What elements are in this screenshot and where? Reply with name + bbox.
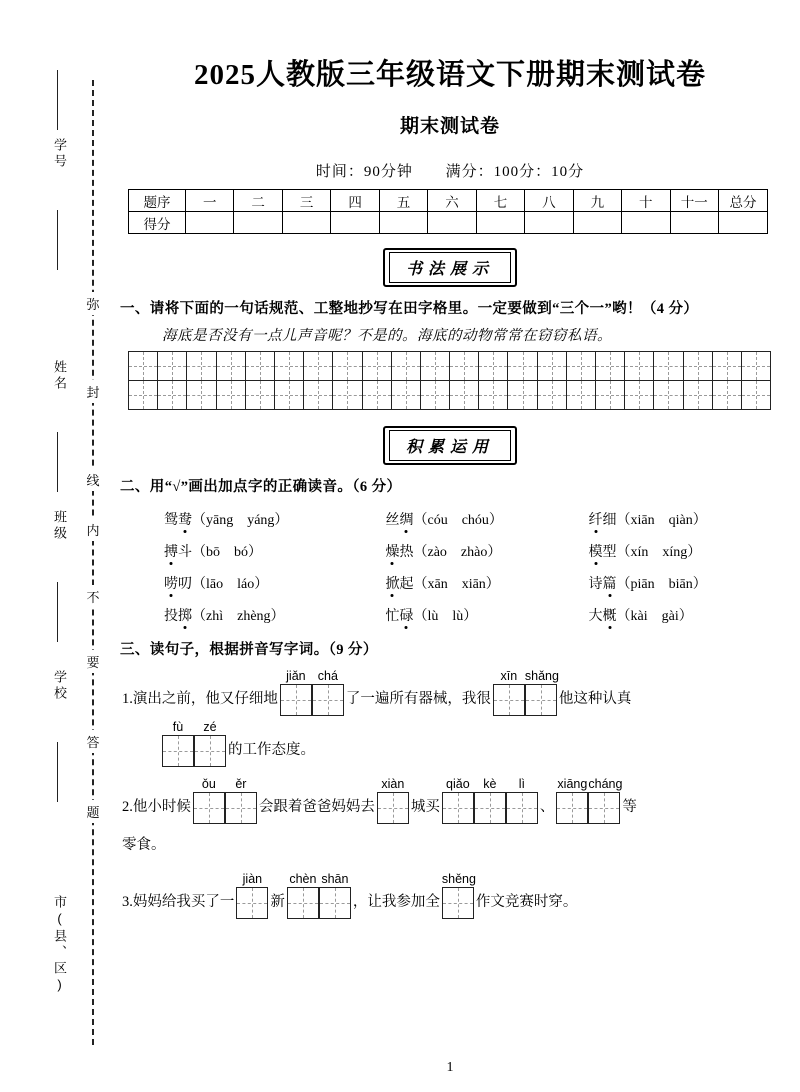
fill-in-row-continued <box>120 720 780 767</box>
word-char: 斗 <box>178 545 192 561</box>
seal-label-column <box>30 60 86 1025</box>
pinyin-item[interactable] <box>571 504 778 534</box>
pinyin-hint-syllable: cháng <box>588 777 623 792</box>
pinyin-row <box>122 568 778 598</box>
tianzige-cell[interactable] <box>537 381 566 410</box>
pinyin-item[interactable] <box>122 504 375 534</box>
score-col-11: 总分 <box>719 190 768 212</box>
dotted-char: 搏 <box>164 541 178 561</box>
dotted-char: 唠 <box>164 573 178 593</box>
sentence-text: 城买 <box>410 799 440 816</box>
score-col-0: 一 <box>186 190 234 212</box>
word-char: 起 <box>399 577 414 593</box>
score-col-4: 五 <box>379 190 427 212</box>
pinyin-row <box>122 536 778 566</box>
tianzige-row <box>129 352 771 381</box>
tianzige-cell[interactable] <box>274 381 303 410</box>
seal-label-0: 学号 <box>52 138 67 170</box>
answer-box-group[interactable] <box>377 777 409 824</box>
answer-box[interactable] <box>442 887 474 919</box>
answer-box[interactable] <box>319 887 351 919</box>
answer-box[interactable] <box>287 887 319 919</box>
answer-box[interactable] <box>280 684 312 716</box>
pinyin-row <box>122 600 778 630</box>
table-row-header <box>129 190 768 212</box>
score-cell[interactable] <box>525 212 573 234</box>
tianzige-cell[interactable] <box>479 352 508 381</box>
answer-box[interactable] <box>442 792 474 824</box>
pinyin-item[interactable] <box>377 536 568 566</box>
answer-box[interactable] <box>506 792 538 824</box>
pinyin-options[interactable]: （yāng yáng） <box>192 513 289 529</box>
score-row-label-1: 得分 <box>129 212 186 234</box>
answer-box[interactable] <box>193 792 225 824</box>
seal-char-2: 线 <box>82 468 104 491</box>
score-cell[interactable] <box>234 212 282 234</box>
tianzige-cell[interactable] <box>129 381 158 410</box>
tianzige-cell[interactable] <box>712 352 741 381</box>
banner-label: 积累运用 <box>389 430 511 461</box>
seal-rule <box>57 70 58 130</box>
tianzige-cell[interactable] <box>683 381 712 410</box>
tianzige-cell[interactable] <box>158 381 187 410</box>
word-char: 鸳 <box>164 513 178 529</box>
score-cell[interactable] <box>476 212 524 234</box>
answer-box-group[interactable] <box>280 669 344 716</box>
write-words-section <box>120 669 780 919</box>
score-cell[interactable] <box>186 212 234 234</box>
tianzige-cell[interactable] <box>596 352 625 381</box>
score-col-8: 九 <box>573 190 621 212</box>
tianzige-cell[interactable] <box>187 381 216 410</box>
tianzige-cell[interactable] <box>158 352 187 381</box>
word-char: 细 <box>602 513 617 529</box>
pinyin-hint-syllable: chá <box>317 669 338 684</box>
sentence-text: 的工作态度。 <box>228 742 315 759</box>
page-number: 1 <box>446 1060 454 1075</box>
pinyin-hint <box>162 720 226 734</box>
question-3: 三、读句子，根据拼音写字词。（9 分） <box>120 642 378 659</box>
answer-box-group[interactable] <box>287 872 351 919</box>
tianzige-cell[interactable] <box>654 381 683 410</box>
seal-rule <box>57 432 58 492</box>
word-char: 热 <box>399 545 414 561</box>
pinyin-options[interactable]: （lù lù） <box>413 609 478 625</box>
tianzige-cell[interactable] <box>216 381 245 410</box>
sentence-text: 了一遍所有器械，我很 <box>345 691 491 708</box>
answer-boxes[interactable] <box>377 792 409 824</box>
fill-in-row <box>120 872 780 919</box>
dotted-char: 纤 <box>589 509 603 529</box>
tianzige-cell[interactable] <box>129 352 158 381</box>
sentence-text: 、 <box>539 799 555 816</box>
dotted-char: 概 <box>603 605 617 625</box>
pinyin-options[interactable]: （xín xíng） <box>616 545 702 561</box>
score-col-2: 三 <box>282 190 330 212</box>
dotted-char: 模 <box>589 541 603 561</box>
answer-box[interactable] <box>525 684 557 716</box>
banner-calligraphy <box>120 248 780 287</box>
word-char: 忙 <box>385 609 400 625</box>
tianzige-cell[interactable] <box>420 381 449 410</box>
seal-char-1: 封 <box>82 380 104 403</box>
tianzige-cell[interactable] <box>304 381 333 410</box>
pinyin-options[interactable]: （zào zhào） <box>413 545 502 561</box>
score-cell[interactable] <box>622 212 670 234</box>
answer-box-group[interactable] <box>162 720 226 767</box>
meta-score: 满分：100分：10分 <box>445 164 585 180</box>
pinyin-hint-syllable: xiāng <box>557 777 588 792</box>
score-cell[interactable] <box>331 212 379 234</box>
pinyin-item[interactable] <box>122 568 375 598</box>
score-cell[interactable] <box>670 212 718 234</box>
tianzige-cell[interactable] <box>245 381 274 410</box>
dotted-char: 掀 <box>385 573 399 593</box>
tianzige-cell[interactable] <box>187 352 216 381</box>
pinyin-hint-syllable: zé <box>203 720 217 735</box>
pinyin-hint <box>287 872 351 886</box>
word-char: 叨 <box>178 577 192 593</box>
seal-rule <box>57 582 58 642</box>
answer-box[interactable] <box>493 684 525 716</box>
tianzige-cell[interactable] <box>537 352 566 381</box>
sentence-text: 作文竞赛时穿。 <box>475 894 578 911</box>
word-char: 大 <box>588 609 603 625</box>
seal-label-3: 学校 <box>52 670 67 702</box>
answer-box[interactable] <box>194 735 226 767</box>
page-subtitle: 期末测试卷 <box>399 116 500 137</box>
score-cell[interactable] <box>428 212 476 234</box>
pinyin-hint-syllable: chèn <box>289 872 317 887</box>
tianzige-cell[interactable] <box>333 381 362 410</box>
sentence-text: 1.演出之前，他又仔细地 <box>122 691 278 708</box>
pinyin-hint-syllable: xiàn <box>381 777 405 792</box>
pinyin-hint <box>193 777 257 791</box>
pinyin-options[interactable]: （xān xiān） <box>413 577 500 593</box>
score-col-10: 十一 <box>670 190 718 212</box>
tianzige-cell[interactable] <box>508 352 537 381</box>
word-char: 型 <box>602 545 617 561</box>
pinyin-hint-syllable: qiǎo <box>446 777 470 792</box>
pinyin-hint-syllable: kè <box>483 777 497 792</box>
answer-box-group[interactable] <box>442 777 538 824</box>
tianzige-cell[interactable] <box>245 352 274 381</box>
score-col-9: 十 <box>622 190 670 212</box>
seal-char-7: 题 <box>82 800 104 823</box>
exam-meta <box>120 160 780 181</box>
score-col-3: 四 <box>331 190 379 212</box>
pinyin-item[interactable] <box>377 600 568 630</box>
dotted-char: 篇 <box>603 573 617 593</box>
pinyin-row <box>122 504 778 534</box>
tianzige-cell[interactable] <box>216 352 245 381</box>
tianzige-cell[interactable] <box>450 381 479 410</box>
word-char: 丝 <box>385 513 400 529</box>
pinyin-item[interactable] <box>571 600 778 630</box>
fill-in-row <box>120 669 780 716</box>
answer-box[interactable] <box>377 792 409 824</box>
word-char: 投 <box>164 609 178 625</box>
dotted-char: 鸯 <box>178 509 192 529</box>
sentence-text: 新 <box>270 894 285 911</box>
tianzige-cell[interactable] <box>625 352 654 381</box>
score-cell[interactable] <box>379 212 427 234</box>
tianzige-cell[interactable] <box>654 352 683 381</box>
banner-accumulation <box>120 426 780 465</box>
tianzige-cell[interactable] <box>479 381 508 410</box>
seal-rule <box>57 210 58 270</box>
pinyin-options[interactable]: （zhì zhèng） <box>192 609 285 625</box>
pinyin-hint <box>377 777 409 791</box>
answer-box[interactable] <box>225 792 257 824</box>
fill-in-row-continued <box>120 828 780 862</box>
score-cell-total[interactable] <box>719 212 768 234</box>
seal-char-6: 答 <box>82 730 104 753</box>
word-char: 诗 <box>588 577 603 593</box>
answer-boxes[interactable] <box>556 792 620 824</box>
tianzige-cell[interactable] <box>712 381 741 410</box>
answer-box[interactable] <box>556 792 588 824</box>
score-col-1: 二 <box>234 190 282 212</box>
pinyin-hint-syllable: ǒu <box>201 777 216 792</box>
dotted-char: 掷 <box>178 605 192 625</box>
pinyin-item[interactable] <box>571 568 778 598</box>
sentence-text: ，让我参加全 <box>352 894 440 911</box>
pinyin-hint-syllable: lì <box>518 777 525 792</box>
pinyin-item[interactable] <box>377 504 568 534</box>
answer-box-group[interactable] <box>493 669 557 716</box>
page-title: 2025人教版三年级语文下册期末测试卷 <box>193 59 706 91</box>
pinyin-item[interactable] <box>122 600 375 630</box>
tianzige-cell[interactable] <box>333 352 362 381</box>
pinyin-options[interactable]: （lāo láo） <box>192 577 269 593</box>
exam-sheet <box>120 0 780 1092</box>
table-row-scores <box>129 212 768 234</box>
tianzige-cell[interactable] <box>391 381 420 410</box>
seal-rule <box>57 742 58 802</box>
answer-boxes[interactable] <box>236 887 268 919</box>
pinyin-options[interactable]: （bō bó） <box>192 545 262 561</box>
seal-label-1: 姓名 <box>52 360 67 392</box>
seal-dashed-line <box>92 80 94 1045</box>
tianzige-cell[interactable] <box>596 381 625 410</box>
answer-box[interactable] <box>474 792 506 824</box>
seal-strip <box>30 60 110 1060</box>
tianzige-cell[interactable] <box>566 352 595 381</box>
tianzige-cell[interactable] <box>391 352 420 381</box>
answer-boxes[interactable] <box>162 735 226 767</box>
question-1: 一、请将下面的一句话规范、工整地抄写在田字格里。一定要做到“三个一”哟！（4 分） <box>120 301 699 317</box>
tianzige-cell[interactable] <box>741 381 770 410</box>
pinyin-item[interactable] <box>122 536 375 566</box>
seal-label-2: 班级 <box>52 510 67 542</box>
score-table <box>128 189 768 234</box>
sentence-text: 他这种认真 <box>558 691 632 708</box>
score-col-5: 六 <box>428 190 476 212</box>
tianzige-cell[interactable] <box>741 352 770 381</box>
pinyin-options[interactable]: （kài gài） <box>616 609 693 625</box>
pinyin-hint-syllable: shān <box>321 872 349 887</box>
pinyin-hint-syllable: jiàn <box>242 872 263 887</box>
pinyin-hint <box>493 669 557 683</box>
pinyin-hint-syllable: ěr <box>235 777 247 792</box>
pinyin-options[interactable]: （xiān qiàn） <box>616 513 707 529</box>
pinyin-hint <box>280 669 344 683</box>
sentence-text: 2.他小时候 <box>122 799 191 816</box>
pinyin-hint-syllable: fù <box>172 720 184 735</box>
answer-boxes[interactable] <box>193 792 257 824</box>
pinyin-hint <box>442 872 474 886</box>
pinyin-hint-syllable: jiǎn <box>286 669 306 684</box>
score-cell[interactable] <box>573 212 621 234</box>
tianzige-row <box>129 381 771 410</box>
dotted-char: 燥 <box>385 541 399 561</box>
answer-box[interactable] <box>236 887 268 919</box>
sentence-text: 3.妈妈给我买了一 <box>122 894 235 911</box>
answer-box[interactable] <box>162 735 194 767</box>
answer-boxes[interactable] <box>442 887 474 919</box>
sentence-text: 会跟着爸爸妈妈去 <box>258 799 375 816</box>
tianzige-cell[interactable] <box>508 381 537 410</box>
pinyin-hint-syllable: xīn <box>500 669 518 684</box>
pinyin-options[interactable]: （piān biān） <box>616 577 707 593</box>
fill-in-row <box>120 777 780 824</box>
tianzige-cell[interactable] <box>683 352 712 381</box>
tianzige-grid[interactable] <box>128 351 771 410</box>
sentence-text: 零食。 <box>122 837 166 854</box>
sentence-text: 等 <box>622 799 637 816</box>
seal-char-5: 要 <box>82 650 104 673</box>
answer-box-group[interactable] <box>193 777 257 824</box>
pinyin-hint <box>236 872 268 886</box>
pinyin-hint <box>556 777 623 792</box>
pinyin-choice-grid <box>120 502 780 632</box>
tianzige-cell[interactable] <box>566 381 595 410</box>
answer-boxes[interactable] <box>442 792 538 824</box>
banner-label: 书法展示 <box>389 252 511 283</box>
seal-char-3: 内 <box>82 518 104 541</box>
score-col-6: 七 <box>476 190 524 212</box>
tianzige-cell[interactable] <box>274 352 303 381</box>
score-col-7: 八 <box>525 190 573 212</box>
tianzige-cell[interactable] <box>304 352 333 381</box>
tianzige-cell[interactable] <box>625 381 654 410</box>
calligraphy-sample: 海底是否没有一点儿声音呢？不是的。海底的动物常常在窃窃私语。 <box>162 328 612 344</box>
answer-boxes[interactable] <box>287 887 351 919</box>
dotted-char: 绸 <box>399 509 413 529</box>
score-cell[interactable] <box>282 212 330 234</box>
question-2: 二、用“√”画出加点字的正确读音。（6 分） <box>120 479 402 496</box>
answer-box-group[interactable] <box>442 872 474 919</box>
tianzige-cell[interactable] <box>362 381 391 410</box>
answer-box-group[interactable] <box>556 777 623 824</box>
score-row-label-0: 题序 <box>129 190 186 212</box>
answer-boxes[interactable] <box>493 684 557 716</box>
pinyin-hint <box>442 777 538 791</box>
tianzige-cell[interactable] <box>362 352 391 381</box>
pinyin-item[interactable] <box>377 568 568 598</box>
pinyin-options[interactable]: （cóu chóu） <box>413 513 503 529</box>
answer-box[interactable] <box>588 792 620 824</box>
seal-char-0: 弥 <box>82 292 104 315</box>
answer-boxes[interactable] <box>280 684 344 716</box>
tianzige-cell[interactable] <box>420 352 449 381</box>
seal-char-4: 不 <box>82 585 104 608</box>
seal-label-4: 市(县、区) <box>52 895 67 995</box>
answer-box[interactable] <box>312 684 344 716</box>
meta-time: 时间：90分钟 <box>315 164 413 180</box>
dotted-char: 碌 <box>399 605 413 625</box>
pinyin-item[interactable] <box>571 536 778 566</box>
pinyin-hint-syllable: shǎng <box>524 669 559 684</box>
answer-box-group[interactable] <box>236 872 268 919</box>
tianzige-cell[interactable] <box>450 352 479 381</box>
pinyin-hint-syllable: shěng <box>441 872 476 887</box>
